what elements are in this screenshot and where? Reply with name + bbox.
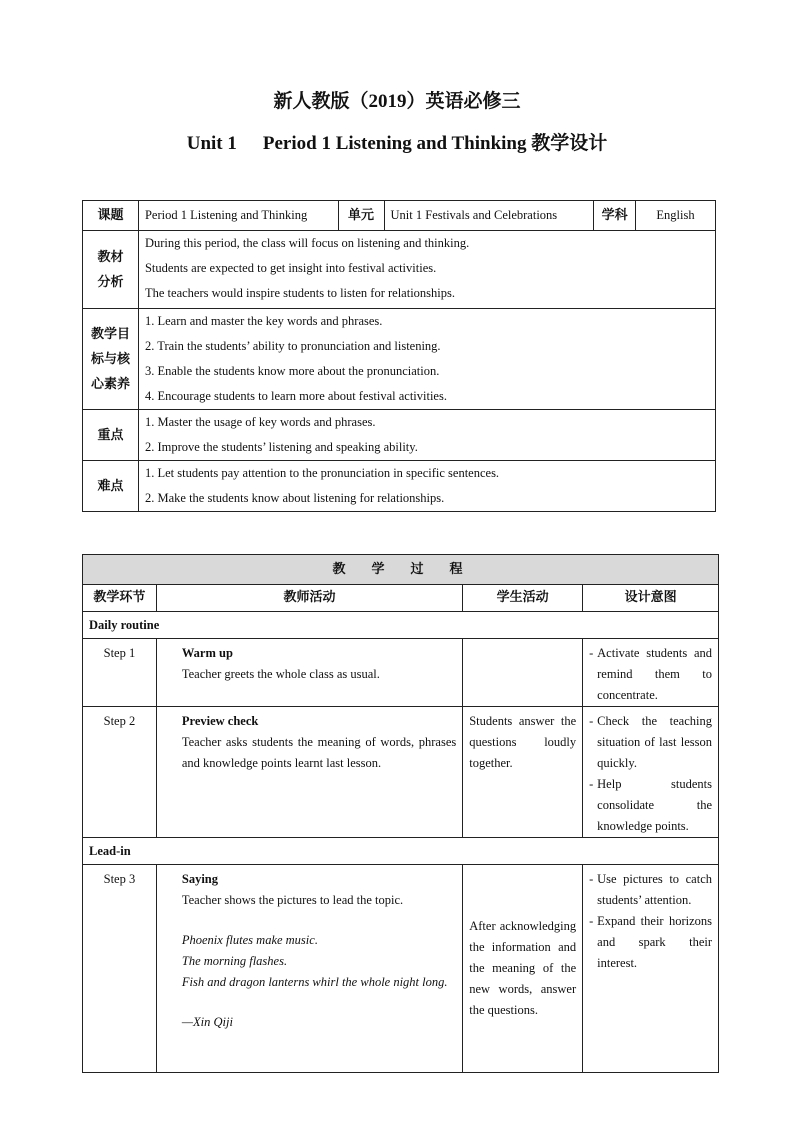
poem-line: The morning flashes. xyxy=(181,954,288,968)
col-student: 学生活动 xyxy=(463,585,583,612)
difficult-points-row xyxy=(83,461,716,512)
teacher-activity xyxy=(156,707,462,838)
student-activity: After acknowledging the information and the meaning of the new words, answer the questions. xyxy=(463,865,583,1073)
activity-text: Teacher asks students the meaning of words, phrases and knowledge points learnt last lesson. xyxy=(181,735,457,770)
unit-value: Unit 1 Festivals and Celebrations xyxy=(384,201,594,231)
intent-item: - Expand their horizons and spark their interest. xyxy=(589,914,712,970)
difficult-point-line: 2. Make the students know about listening for relationships. xyxy=(144,491,445,505)
topic-label: 课题 xyxy=(83,201,139,231)
key-point-line: 1. Master the usage of key words and phrases. xyxy=(144,415,376,429)
design-intent xyxy=(583,707,719,838)
subtitle-period: Period 1 Listening and Thinking 教学设计 xyxy=(262,133,608,154)
lesson-info-table xyxy=(82,200,716,512)
difficult-point-line: 1. Let students pay attention to the pronunciation in specific sentences. xyxy=(144,466,500,480)
subject-value: English xyxy=(636,201,716,231)
activity-text: Teacher shows the pictures to lead the topic. xyxy=(181,893,404,907)
goal-line: 1. Learn and master the key words and phrases. xyxy=(144,314,383,328)
step-row xyxy=(83,639,719,707)
teaching-process-table xyxy=(82,554,719,1073)
column-header-row xyxy=(83,585,719,612)
poem-line: Phoenix flutes make music. xyxy=(181,933,318,947)
info-header-row xyxy=(83,201,716,231)
step-label: Step 1 xyxy=(83,639,157,707)
goal-line: 4. Encourage students to learn more about festival activities. xyxy=(144,389,447,403)
activity-title: Warm up xyxy=(181,646,233,660)
document-subtitle xyxy=(0,128,794,155)
intent-item: - Use pictures to catch students’ attention. xyxy=(589,872,712,907)
teacher-activity xyxy=(156,639,462,707)
document-title: 新人教版（2019）英语必修三 xyxy=(273,91,521,112)
step-row xyxy=(83,707,719,838)
step-label: Step 2 xyxy=(83,707,157,838)
activity-title: Saying xyxy=(181,872,219,886)
section-lead-in: Lead-in xyxy=(83,838,719,865)
key-points-content xyxy=(138,410,715,461)
material-line: Students are expected to get insight into festival activities. xyxy=(144,261,437,275)
intent-item: - Activate students and remind them to concentrate. xyxy=(589,646,712,702)
design-intent xyxy=(583,865,719,1073)
topic-value: Period 1 Listening and Thinking xyxy=(138,201,338,231)
process-header-row xyxy=(83,555,719,585)
subject-label: 学科 xyxy=(594,201,636,231)
material-line: The teachers would inspire students to listen for relationships. xyxy=(144,286,455,300)
key-points-label: 重点 xyxy=(83,410,139,461)
difficult-points-label: 难点 xyxy=(83,461,139,512)
goal-line: 2. Train the students’ ability to pronunciation and listening. xyxy=(144,339,441,353)
intent-item: - Check the teaching situation of last lesson quickly. xyxy=(589,714,712,770)
material-line: During this period, the class will focus on listening and thinking. xyxy=(144,236,470,250)
goal-line: 3. Enable the students know more about the pronunciation. xyxy=(144,364,440,378)
activity-text: Teacher greets the whole class as usual. xyxy=(181,667,380,681)
poet-name: —Xin Qiji xyxy=(181,1015,233,1029)
step-row xyxy=(83,865,719,1073)
poem-line: Fish and dragon lanterns whirl the whole night long. xyxy=(181,975,448,989)
goals-label: 教学目标与核心素养 xyxy=(83,309,139,410)
goals-content xyxy=(138,309,715,410)
section-daily-routine: Daily routine xyxy=(83,612,719,639)
subtitle-unit: Unit 1 xyxy=(186,133,237,154)
goals-row xyxy=(83,309,716,410)
col-stage: 教学环节 xyxy=(83,585,157,612)
student-activity xyxy=(463,639,583,707)
step-label: Step 3 xyxy=(83,865,157,1073)
difficult-points-content xyxy=(138,461,715,512)
material-row xyxy=(83,231,716,309)
design-intent xyxy=(583,639,719,707)
process-header: 教学过程 xyxy=(83,555,719,585)
material-label: 教材分析 xyxy=(83,231,139,309)
intent-item: - Help students consolidate the knowledge points. xyxy=(589,777,712,833)
section-row xyxy=(83,838,719,865)
student-activity: Students answer the questions loudly together. xyxy=(463,707,583,838)
key-points-row xyxy=(83,410,716,461)
col-teacher: 教师活动 xyxy=(156,585,462,612)
section-row xyxy=(83,612,719,639)
teacher-activity xyxy=(156,865,462,1073)
key-point-line: 2. Improve the students’ listening and speaking ability. xyxy=(144,440,418,454)
material-content xyxy=(138,231,715,309)
col-intent: 设计意图 xyxy=(583,585,719,612)
activity-title: Preview check xyxy=(181,714,259,728)
unit-label: 单元 xyxy=(338,201,384,231)
